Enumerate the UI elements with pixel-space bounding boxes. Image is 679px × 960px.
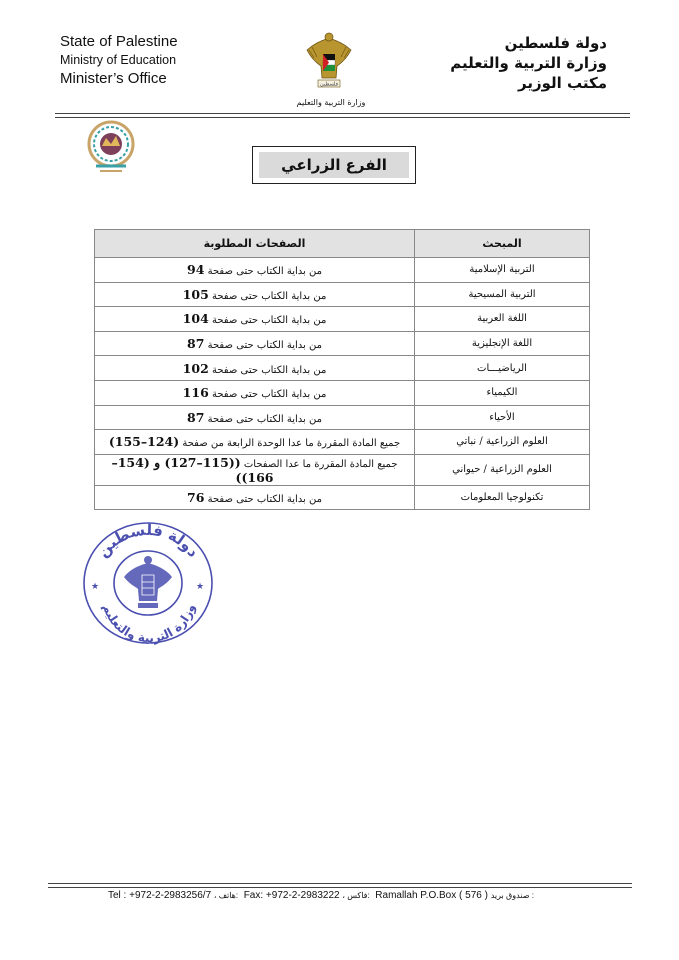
subject-header: المبحث xyxy=(415,230,590,258)
svg-text:وزارة التربية والتعليم xyxy=(100,602,199,645)
pages-cell xyxy=(95,258,415,283)
pages-header: الصفحات المطلوبة xyxy=(95,230,415,258)
subject-cell: التربية الإسلامية xyxy=(415,258,590,283)
footer-tel: Tel : +972-2-2983256/7 xyxy=(108,890,212,901)
footer-divider xyxy=(48,883,632,884)
ministry-name-ar: وزارة التربية والتعليم xyxy=(450,53,607,72)
stamp-bottom-text: وزارة التربية والتعليم xyxy=(100,602,198,646)
page-number: 76 xyxy=(187,490,205,506)
page-number: 105 xyxy=(182,286,209,302)
subject-cell: الأحياء xyxy=(415,405,590,430)
pages-cell xyxy=(95,356,415,381)
footer-tel-ar: ، هاتف: xyxy=(213,891,239,900)
footer-fax: Fax: +972-2-2983222 xyxy=(243,890,340,901)
page-title: الفرع الزراعي xyxy=(259,152,409,178)
svg-text:دولة فلسطين xyxy=(94,521,203,561)
table-row xyxy=(95,454,590,485)
office-name-en: Minister’s Office xyxy=(60,70,167,88)
table-row xyxy=(95,430,590,455)
page-number: 116 xyxy=(182,385,209,401)
table-header-row xyxy=(95,230,590,258)
footer-pobox: Ramallah P.O.Box ( 576 ) xyxy=(375,890,488,901)
footer-pobox-ar: صندوق بريد : xyxy=(490,891,534,900)
pages-cell xyxy=(95,282,415,307)
pages-text: من بداية الكتاب حتى صفحة xyxy=(211,364,327,376)
table-row xyxy=(95,485,590,510)
header-arabic xyxy=(450,34,607,93)
footer-fax-ar: ، فاكس: xyxy=(342,891,370,900)
pages-cell xyxy=(95,307,415,332)
pages-table xyxy=(94,229,590,510)
page-number: 94 xyxy=(187,262,205,278)
subject-cell: اللغة الإنجليزية xyxy=(415,331,590,356)
footer-contact xyxy=(108,890,578,901)
table-row xyxy=(95,307,590,332)
pages-cell xyxy=(95,485,415,510)
pages-text: من بداية الكتاب حتى صفحة xyxy=(211,290,327,302)
anniversary-logo-icon xyxy=(80,118,142,176)
ministry-stamp-icon xyxy=(80,517,216,647)
emblem-caption: وزارة التربية والتعليم xyxy=(296,98,366,107)
pages-cell xyxy=(95,430,415,455)
pages-cell xyxy=(95,331,415,356)
state-name-ar: دولة فلسطين xyxy=(504,34,607,52)
subject-cell: العلوم الزراعية / نباتي xyxy=(415,430,590,455)
emblem-banner-text: فلسطين xyxy=(320,81,338,88)
state-name-en: State of Palestine xyxy=(60,33,178,50)
ministry-name-en: Ministry of Education xyxy=(60,53,177,68)
pages-text: من بداية الكتاب حتى صفحة xyxy=(207,494,322,506)
title-box xyxy=(252,146,416,184)
table-row xyxy=(95,356,590,381)
subject-cell: الكيمياء xyxy=(415,380,590,405)
header-english xyxy=(60,32,178,89)
page-range: ((115–127) و (154–166)) xyxy=(111,454,274,485)
page-range: (124–155) xyxy=(108,434,180,450)
table-row xyxy=(95,380,590,405)
table-row xyxy=(95,282,590,307)
pages-cell xyxy=(95,405,415,430)
pages-text: من بداية الكتاب حتى صفحة xyxy=(207,266,322,278)
pages-cell xyxy=(95,454,415,485)
table-row xyxy=(95,258,590,283)
pages-cell xyxy=(95,380,415,405)
page-number: 87 xyxy=(187,409,205,425)
pages-text: من بداية الكتاب حتى صفحة xyxy=(207,413,322,425)
subject-cell: اللغة العربية xyxy=(415,307,590,332)
page-number: 87 xyxy=(187,336,205,352)
page-number: 102 xyxy=(182,360,209,376)
subject-cell: العلوم الزراعية / حيواني xyxy=(415,454,590,485)
subject-cell: الرياضيـــات xyxy=(415,356,590,381)
subject-cell: تكنولوجيا المعلومات xyxy=(415,485,590,510)
footer-divider-thin xyxy=(48,887,632,888)
table-row xyxy=(95,405,590,430)
pages-text: من بداية الكتاب حتى صفحة xyxy=(207,340,322,352)
palestine-eagle-emblem-icon xyxy=(304,30,354,92)
stamp-star-right: ★ xyxy=(196,582,205,592)
pages-text: من بداية الكتاب حتى صفحة xyxy=(211,315,327,327)
header-divider xyxy=(55,113,630,114)
stamp-star-left: ★ xyxy=(91,582,100,592)
subject-cell: التربية المسيحية xyxy=(415,282,590,307)
pages-text: جميع المادة المقررة ما عدا الصفحات xyxy=(243,458,398,470)
stamp-top-text: دولة فلسطين xyxy=(93,520,203,561)
pages-text: جميع المادة المقررة ما عدا الوحدة الرابعة من صفحة xyxy=(182,438,401,450)
office-name-ar: مكتب الوزير xyxy=(517,73,607,92)
table-row xyxy=(95,331,590,356)
pages-text: من بداية الكتاب حتى صفحة xyxy=(211,389,327,401)
page-number: 104 xyxy=(182,311,209,327)
